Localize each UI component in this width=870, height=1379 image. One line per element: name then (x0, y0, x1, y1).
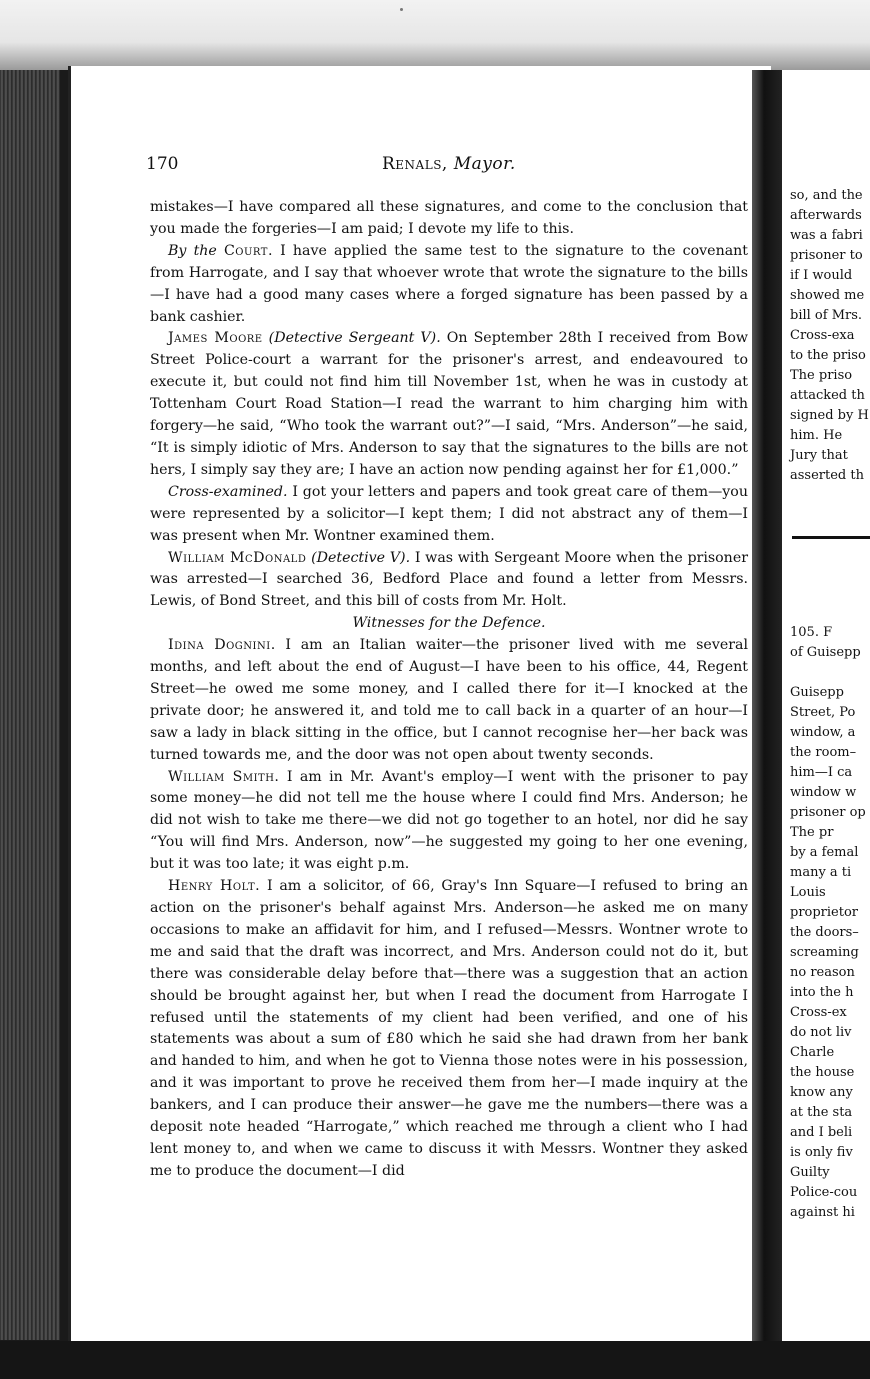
right-block-case-heading (790, 623, 861, 663)
right-page-line: Jury that (790, 448, 848, 463)
section-rule (792, 536, 870, 539)
running-head-name: Renals, (382, 154, 448, 174)
witness-name: James Moore (168, 330, 263, 347)
right-page-line: into the h (790, 985, 854, 1000)
bottom-margin-scan (0, 1341, 870, 1379)
witness-name: Idina Dognini. (168, 637, 276, 654)
right-page-line: so, and the (790, 188, 863, 203)
running-head-title: Mayor. (453, 154, 516, 174)
right-page-line: showed me (790, 288, 865, 303)
right-page-line: and I beli (790, 1125, 853, 1140)
right-page-line: Cross-exa (790, 328, 855, 343)
paragraph (150, 241, 748, 329)
page-header (146, 154, 746, 180)
right-page-line: the room– (790, 745, 857, 760)
paragraph (150, 613, 748, 635)
paragraph (150, 548, 748, 614)
right-page-line: him—I ca (790, 765, 853, 780)
right-block-case-testimony (790, 683, 866, 1223)
right-page-line: screaming (790, 945, 859, 960)
right-page-line: Louis (790, 885, 826, 900)
paragraph (150, 635, 748, 766)
italic-lead: (Detective V). (311, 549, 411, 566)
right-page-line: know any (790, 1085, 853, 1100)
right-page-line: him. He (790, 428, 843, 443)
right-page-line: by a femal (790, 845, 859, 860)
witness-name: William McDonald (168, 549, 307, 566)
paragraph (150, 482, 748, 548)
paragraph-text: I am a solicitor, of 66, Gray's Inn Square—I refused to bring an action on the prisoner's behalf against Mrs. Anderson—he asked me on many occasions to make an affidavit for him, and I refused—Messrs. Wontner wrote to me and said that the draft was incorrect, and Mrs. Anderson could not do it, but there was considerable delay before that—there was a suggestion that an action should be brought against her, but when I read the document from Harrogate I refused until the statements of my client had been verified, and one of his statements was about a sum of £80 which he said she had drawn from her bank and handed to him, and when he got to Vienna those notes were in his possession, and it was important to prove he received them from her—I made inquiry at the bankers, and I can produce their answer—he gave me the numbers—there was a deposit note headed “Harrogate,” which reached me through a client who I had lent money to, and when we came to discuss it with Messrs. Wontner they asked me to produce the document—I did (150, 878, 748, 1179)
running-head (382, 154, 516, 174)
right-page-line: of Guisepp (790, 645, 861, 660)
right-page-line: signed by H (790, 408, 869, 423)
paragraph (150, 767, 748, 877)
right-page-line: attacked th (790, 388, 865, 403)
right-page-line: bill of Mrs. (790, 308, 863, 323)
scan-speck (400, 8, 403, 11)
paragraph-text: I have applied the same test to the signature to the covenant from Harrogate, and I say that whoever wrote that wrote the signature to the bills—I have had a good many cases where a forged signature has been passed by a bank cashier. (150, 242, 749, 325)
page-body (150, 197, 748, 1183)
right-page-line: prisoner op (790, 805, 866, 820)
paragraph-text: Witnesses for the Defence. (352, 615, 546, 632)
paragraph (150, 197, 748, 241)
paragraph-text: I got your letters and papers and took great care of them—you were represented by a solicitor—I kept them; I did not abstract any of them—I was present when Mr. Wontner examined them. (150, 483, 748, 544)
right-page-line: prisoner to (790, 248, 863, 263)
right-block-testimony (790, 186, 869, 486)
right-page-line: against hi (790, 1205, 855, 1220)
italic-lead: By the (168, 242, 217, 259)
italic-lead: (Detective Sergeant V). (268, 330, 441, 347)
right-page-line: if I would (790, 268, 853, 283)
right-page-line: no reason (790, 965, 855, 980)
right-page-fragment (782, 70, 870, 1345)
witness-name: William Smith. (168, 768, 280, 785)
right-page-line: many a ti (790, 865, 852, 880)
paragraph-text: On September 28th I received from Bow Street Police-court a warrant for the prisoner's arrest, and endeavoured to execute it, but could not find him till November 1st, when he was in custody at Tottenham Court Road Station—I read the warrant to him charging him with forgery—he said, “Who took the warrant out?”—I said, “Mrs. Anderson”—he said, “It is simply idiotic of Mrs. Anderson to say that the signatures to the bills are not hers, I simply say they are; I have an action now pending against her for £1,000.” (150, 330, 749, 478)
top-margin-scan (0, 0, 870, 70)
right-page-line: asserted th (790, 468, 864, 483)
right-page-line: Guisepp (790, 685, 844, 700)
right-page-line: is only fiv (790, 1145, 853, 1160)
right-page-line: Police-cou (790, 1185, 858, 1200)
right-page-line: the doors– (790, 925, 859, 940)
paragraph-text: I was with Sergeant Moore when the prisoner was arrested—I searched 36, Bedford Place and found a letter from Messrs. Lewis, of Bond Street, and this bill of costs from Mr. Holt. (150, 549, 748, 610)
right-page-line: window, a (790, 725, 856, 740)
paragraph-text: I am an Italian waiter—the prisoner lived with me several months, and left about the end of August—I have been to his office, 44, Regent Street—he owed me some money, and I called there for it—I knocked at the private door; he answered it, and told me to call back in a quarter of an hour—I saw a lady in black sitting in the office, but I cannot recognise her—her back was turned towards me, and the door was not open about twenty seconds. (150, 637, 749, 763)
right-page-line: Charle (790, 1045, 835, 1060)
page-number: 170 (146, 154, 179, 174)
right-page-line: do not liv (790, 1025, 852, 1040)
right-page-line: afterwards (790, 208, 862, 223)
paragraph (150, 328, 748, 481)
right-page-line: was a fabri (790, 228, 863, 243)
right-page-line: the house (790, 1065, 855, 1080)
right-page-line: to the priso (790, 348, 866, 363)
right-page-line: The pr (790, 825, 834, 840)
right-page-line: Cross-ex (790, 1005, 847, 1020)
paragraph-text: mistakes—I have compared all these signatures, and come to the conclusion that you made the forgeries—I am paid; I devote my life to this. (150, 199, 748, 237)
right-page-line: proprietor (790, 905, 859, 920)
right-page-line: Street, Po (790, 705, 856, 720)
right-page-line: Guilty (790, 1165, 830, 1180)
witness-name: Henry Holt. (168, 878, 261, 895)
book-gutter (752, 70, 782, 1345)
right-page-line: at the sta (790, 1105, 853, 1120)
italic-lead: Cross-examined. (168, 483, 288, 500)
paragraph (150, 876, 748, 1183)
right-page-line: window w (790, 785, 857, 800)
right-page-line: The priso (790, 368, 853, 383)
paragraph-text: I am in Mr. Avant's employ—I went with the prisoner to pay some money—he did not tell me the house where I could find Mrs. Anderson; he did not wish to take me there—we did not go together to an hotel, nor did he say “You will find Mrs. Anderson, now”—he suggested my going to her one evening, but it was too late; it was eight p.m. (150, 768, 749, 873)
book-page-edges (0, 70, 60, 1340)
right-page-line: 105. F (790, 625, 833, 640)
witness-name: Court. (223, 242, 273, 259)
